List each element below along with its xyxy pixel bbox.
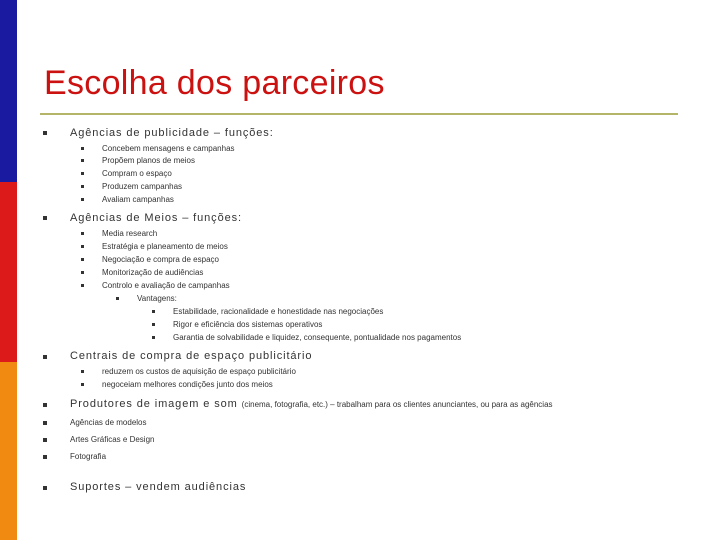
bullet-icon [81, 245, 84, 248]
bullet-icon [116, 297, 119, 300]
bullet-icon [43, 455, 47, 459]
bullet-icon [152, 310, 155, 313]
bullet-icon [81, 147, 84, 150]
bullet-icon [152, 336, 155, 339]
bullet-icon [81, 232, 84, 235]
item-agencias-publicidade: Agências de publicidade – funções: [70, 127, 274, 139]
produtores-detail: (cinema, fotografia, etc.) – trabalham para os clientes anunciantes, ou para as agências [241, 400, 553, 409]
item-centrais: Centrais de compra de espaço publicitário [70, 350, 313, 362]
item-agencias-meios: Agências de Meios – funções: [70, 212, 242, 224]
title-rule [40, 113, 678, 115]
item-produtores [70, 398, 553, 410]
produtores-label: Produtores de imagem e som [70, 398, 238, 410]
bullet-icon [43, 355, 47, 359]
sub-item: Avaliam campanhas [102, 195, 174, 204]
accent-stripe-orange [0, 362, 17, 540]
sub-item: Concebem mensagens e campanhas [102, 144, 235, 153]
bullet-icon [43, 438, 47, 442]
vantagem-item: Garantia de solvabilidade e liquidez, consequente, pontualidade nos pagamentos [173, 333, 462, 342]
bullet-icon [43, 486, 47, 490]
sub-item: negoceiam melhores condições junto dos meios [102, 380, 273, 389]
accent-stripe-blue [0, 0, 17, 182]
bullet-icon [81, 185, 84, 188]
bullet-icon [81, 284, 84, 287]
bullet-icon [81, 271, 84, 274]
item-agencias-modelos: Agências de modelos [70, 418, 147, 427]
sub-item: Propõem planos de meios [102, 156, 195, 165]
accent-stripe-red [0, 182, 17, 362]
sub-item: Controlo e avaliação de campanhas [102, 281, 230, 290]
bullet-icon [81, 198, 84, 201]
sub-item: reduzem os custos de aquisição de espaço publicitário [102, 367, 296, 376]
bullet-icon [43, 421, 47, 425]
vantagem-item: Estabilidade, racionalidade e honestidade nas negociações [173, 307, 384, 316]
bullet-icon [152, 323, 155, 326]
sub-item: Media research [102, 229, 158, 238]
item-suportes: Suportes – vendem audiências [70, 481, 247, 493]
bullet-icon [43, 216, 47, 220]
bullet-icon [43, 131, 47, 135]
sub-item: Compram o espaço [102, 169, 172, 178]
bullet-icon [81, 370, 84, 373]
item-artes-graficas: Artes Gráficas e Design [70, 435, 155, 444]
slide-title: Escolha dos parceiros [44, 64, 385, 102]
bullet-icon [43, 403, 47, 407]
bullet-icon [81, 258, 84, 261]
bullet-icon [81, 383, 84, 386]
bullet-icon [81, 159, 84, 162]
bullet-icon [81, 172, 84, 175]
item-fotografia: Fotografia [70, 452, 107, 461]
sub-item: Produzem campanhas [102, 182, 183, 191]
sub-item: Monitorização de audiências [102, 268, 204, 277]
sub-item: Negociação e compra de espaço [102, 255, 219, 264]
vantagem-item: Rigor e eficiência dos sistemas operativos [173, 320, 323, 329]
vantagens-label: Vantagens: [137, 294, 177, 303]
sub-item: Estratégia e planeamento de meios [102, 242, 228, 251]
